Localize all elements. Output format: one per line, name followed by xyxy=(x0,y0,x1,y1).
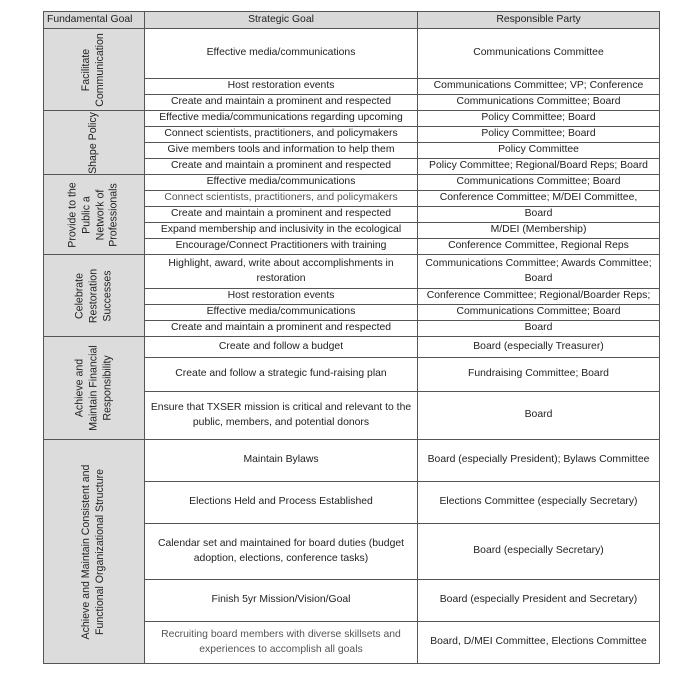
strategic-goal-cell: Create and follow a strategic fund-raising plan xyxy=(145,358,418,392)
strategic-goal-cell: Ensure that TXSER mission is critical and relevant to the public, members, and potential donors xyxy=(145,392,418,440)
header-fundamental-goal: Fundamental Goal xyxy=(44,12,145,29)
table-row xyxy=(44,175,660,191)
responsible-party-cell: Policy Committee xyxy=(418,143,660,159)
responsible-party-cell: Board xyxy=(418,392,660,440)
table-row xyxy=(44,29,660,79)
responsible-party-cell: Board (especially Secretary) xyxy=(418,524,660,580)
strategic-goal-cell: Connect scientists, practitioners, and policymakers xyxy=(145,191,418,207)
responsible-party-cell: Board (especially President); Bylaws Committee xyxy=(418,440,660,482)
goals-table xyxy=(43,11,660,664)
goal-label-line: Provide to the xyxy=(66,181,79,248)
responsible-party-cell: Board, D/MEI Committee, Elections Committee xyxy=(418,622,660,664)
responsible-party-cell: Conference Committee; M/DEI Committee, xyxy=(418,191,660,207)
strategic-goal-cell: Host restoration events xyxy=(145,289,418,305)
responsible-party-cell: Communications Committee; Board xyxy=(418,305,660,321)
goal-financial-responsibility xyxy=(44,337,145,440)
header-row xyxy=(44,12,660,29)
responsible-party-cell: Conference Committee, Regional Reps xyxy=(418,239,660,255)
responsible-party-cell: Communications Committee; Awards Committee; Board xyxy=(418,255,660,289)
strategic-goal-cell: Recruiting board members with diverse skillsets and experiences to accomplish all goals xyxy=(145,622,418,664)
responsible-party-cell: Fundraising Committee; Board xyxy=(418,358,660,392)
goal-label-line: Public a xyxy=(80,195,93,234)
table-row xyxy=(44,337,660,358)
strategic-goal-cell: Host restoration events xyxy=(145,79,418,95)
strategic-goal-cell: Elections Held and Process Established xyxy=(145,482,418,524)
strategic-goal-cell: Highlight, award, write about accomplishments in restoration xyxy=(145,255,418,289)
strategic-goal-cell: Expand membership and inclusivity in the ecological xyxy=(145,223,418,239)
strategic-goal-cell: Effective media/communications xyxy=(145,29,418,79)
responsible-party-cell: Board xyxy=(418,321,660,337)
goal-label-line: Achieve and Maintain Consistent and xyxy=(80,464,93,639)
responsible-party-cell: Communications Committee; VP; Conference xyxy=(418,79,660,95)
responsible-party-cell: Policy Committee; Board xyxy=(418,127,660,143)
goal-shape-policy xyxy=(44,111,145,175)
goal-label-line: Restoration xyxy=(87,268,100,323)
goal-label-line: Professionals xyxy=(107,182,120,247)
strategic-goal-cell: Create and maintain a prominent and respected xyxy=(145,159,418,175)
responsible-party-cell: Elections Committee (especially Secretary) xyxy=(418,482,660,524)
header-responsible-party: Responsible Party xyxy=(418,12,660,29)
goal-label-line: Achieve and xyxy=(73,358,86,418)
header-strategic-goal: Strategic Goal xyxy=(145,12,418,29)
strategic-goal-cell: Calendar set and maintained for board duties (budget adoption, elections, conference tasks) xyxy=(145,524,418,580)
goal-label-line: Successes xyxy=(100,269,113,322)
strategic-goal-cell: Create and maintain a prominent and respected xyxy=(145,207,418,223)
strategic-goal-cell: Effective media/communications xyxy=(145,305,418,321)
responsible-party-cell: Policy Committee; Board xyxy=(418,111,660,127)
responsible-party-cell: Communications Committee; Board xyxy=(418,95,660,111)
strategic-goal-cell: Create and maintain a prominent and respected xyxy=(145,321,418,337)
goal-label-line: Maintain Financial xyxy=(87,345,100,431)
table-row xyxy=(44,111,660,127)
strategic-goal-cell: Connect scientists, practitioners, and policymakers xyxy=(145,127,418,143)
responsible-party-cell: M/DEI (Membership) xyxy=(418,223,660,239)
responsible-party-cell: Policy Committee; Regional/Board Reps; Board xyxy=(418,159,660,175)
goal-label-line: Facilitate xyxy=(80,48,93,91)
goal-label-line: Communication xyxy=(94,32,106,107)
table-row xyxy=(44,440,660,482)
responsible-party-cell: Board (especially President and Secretary) xyxy=(418,580,660,622)
goal-label-line: Shape Policy xyxy=(87,111,100,174)
goal-label-line: Network of xyxy=(94,189,106,240)
strategic-goal-cell: Maintain Bylaws xyxy=(145,440,418,482)
table-row xyxy=(44,255,660,289)
strategic-goal-cell: Effective media/communications regarding upcoming xyxy=(145,111,418,127)
responsible-party-cell: Board xyxy=(418,207,660,223)
goal-label-line: Responsibility xyxy=(100,355,113,421)
strategic-goal-cell: Finish 5yr Mission/Vision/Goal xyxy=(145,580,418,622)
goal-celebrate-restoration-successes xyxy=(44,255,145,337)
strategic-goal-cell: Give members tools and information to help them xyxy=(145,143,418,159)
goal-organizational-structure xyxy=(44,440,145,664)
strategic-goal-cell: Create and maintain a prominent and respected xyxy=(145,95,418,111)
responsible-party-cell: Communications Committee xyxy=(418,29,660,79)
goal-facilitate-communication xyxy=(44,29,145,111)
goal-label-line: Celebrate xyxy=(73,272,86,319)
goal-label-line: Functional Organizational Structure xyxy=(94,468,106,635)
strategic-goal-cell: Encourage/Connect Practitioners with training xyxy=(145,239,418,255)
responsible-party-cell: Board (especially Treasurer) xyxy=(418,337,660,358)
goal-network-of-professionals xyxy=(44,175,145,255)
responsible-party-cell: Conference Committee; Regional/Boarder Reps; xyxy=(418,289,660,305)
responsible-party-cell: Communications Committee; Board xyxy=(418,175,660,191)
strategic-goal-cell: Effective media/communications xyxy=(145,175,418,191)
strategic-goal-cell: Create and follow a budget xyxy=(145,337,418,358)
